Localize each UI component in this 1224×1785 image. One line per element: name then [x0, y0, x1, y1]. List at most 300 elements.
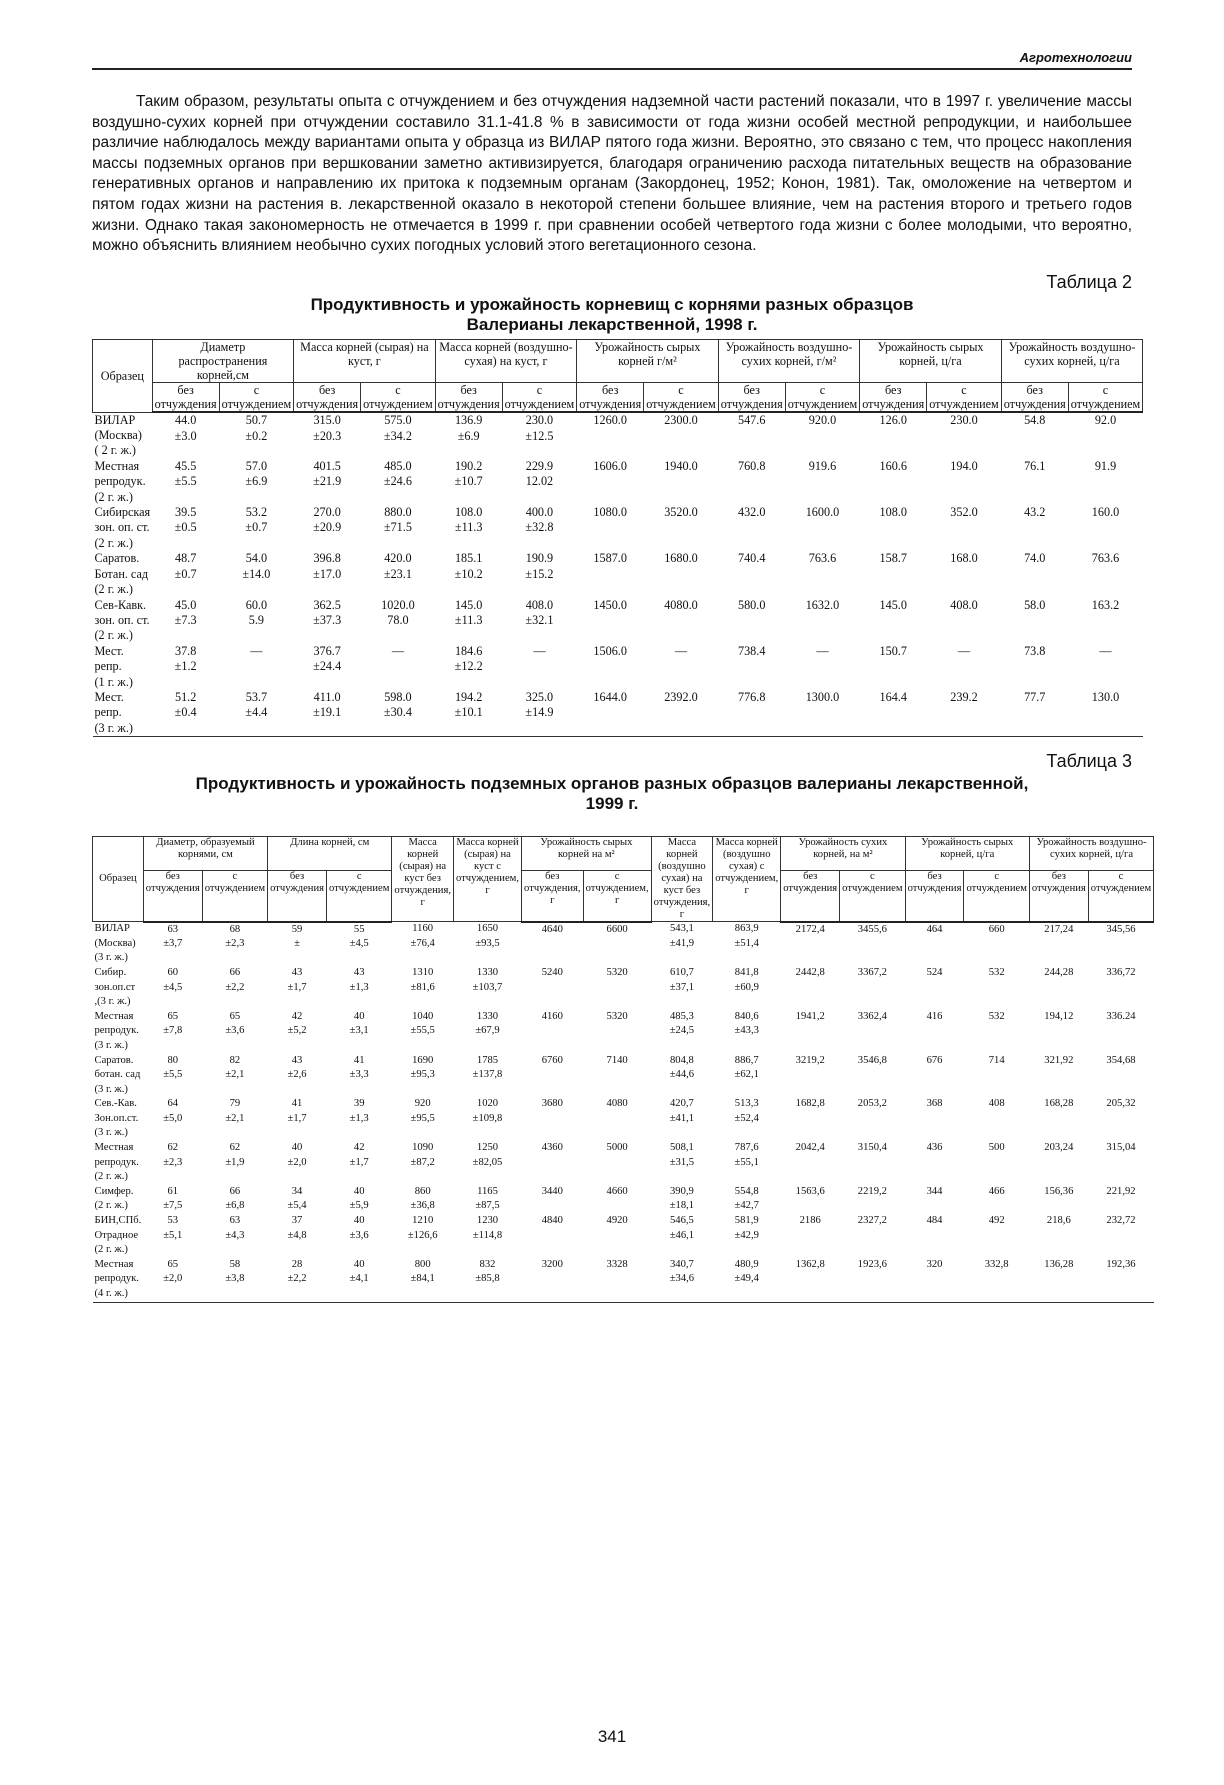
table2-group-header: Урожайность воздушно-сухих корней, ц/га: [1001, 340, 1143, 383]
value-cell: 547.6: [737, 413, 766, 428]
value-cell: 108.0: [879, 505, 907, 520]
table-row: [93, 459, 1143, 505]
value-cell: 787,6 ±55,1: [734, 1142, 759, 1168]
table3-group-header: Диаметр, образуемый корнями, см: [143, 837, 267, 871]
table3: [92, 836, 1154, 1302]
value-cell: 2442,8: [795, 966, 825, 978]
value-cell: 126.0: [879, 413, 907, 428]
table2-sub-without: без отчуждения: [294, 383, 361, 413]
value-cell: 40 ±4,1: [327, 1258, 392, 1302]
value-cell: 37.8 ±1.2: [174, 643, 197, 674]
intro-paragraph: Таким образом, результаты опыта с отчуждением и без отчуждения надземной части растений показали, что в 1997 г. увеличение массы воздушно-сухих корней при отчуждении составило 31.1-41.8 % в зависимости от года жизни особей местной репродукции, и наибольшее различие наблюдалось между вариантами опыта у образца из ВИЛАР пятого года жизни. Вероятно, это связано с тем, что процесс накопления массы подземных органов при вершковании заметно активизируется, благодаря ограничению расхода питательных веществ на образование генеративных органов и направлению их притока к подземным органам (Закордонец, 1952; Конон, 1981). Так, омоложение на четвертом и пятом годах жизни на растения в. лекарственной оказало в некоторой степени большее влияние, чем на растения второго и третьего годов жизни. Однако такая закономерность не отмечается в 1999 г. при сравнении особей четвертого года жизни с более молодыми, что вероятно, можно объяснить влиянием необычно сухих погодных условий этого вегетационного сезона.: [92, 93, 1132, 255]
value-cell: 480,9 ±49,4: [713, 1258, 781, 1302]
value-cell: 34 ±5,4: [287, 1185, 307, 1212]
value-cell: 164.4: [860, 690, 927, 737]
value-cell: 1650 ±93,5: [475, 923, 500, 949]
value-cell: 368: [926, 1098, 943, 1110]
value-cell: 40 ±2,0: [287, 1142, 307, 1168]
value-cell: 1260.0: [593, 413, 627, 428]
value-cell: 60 ±4,5: [163, 966, 183, 993]
value-cell: 1506.0: [593, 643, 627, 658]
value-cell: 2172,4: [795, 923, 825, 935]
value-cell: —: [674, 643, 688, 658]
value-cell: 5320: [606, 1010, 628, 1022]
value-cell: 320: [905, 1258, 964, 1302]
value-cell: 136,28: [1029, 1258, 1088, 1302]
value-cell: 217,24: [1044, 923, 1074, 935]
value-cell: 5240: [541, 966, 563, 978]
value-cell: 108.0 ±11.3: [454, 505, 483, 535]
sample-name-cell: ВИЛАР (Москва) (3 г. ж.): [94, 923, 136, 964]
value-cell: 804,8 ±44,6: [669, 1054, 695, 1081]
value-cell: 158.7: [879, 551, 907, 566]
value-cell: 58 ±3,8: [202, 1258, 267, 1302]
value-cell: 760.8: [737, 458, 766, 473]
value-cell: 4920: [606, 1215, 628, 1227]
value-cell: 1020 ±109,8: [472, 1098, 503, 1124]
sample-name-cell: Сев-Кавк. зон. оп. ст. (2 г. ж.): [94, 597, 150, 643]
sample-name-cell: Мест. репр. (3 г. ж.): [93, 690, 153, 737]
value-cell: 6600: [606, 923, 628, 935]
value-cell: 920.0: [808, 413, 837, 428]
value-cell: 203,24: [1044, 1142, 1074, 1154]
value-cell: 68 ±2,3: [225, 923, 245, 950]
value-cell: 336.24: [1106, 1010, 1136, 1022]
table3-group-header: Урожайность сухих корней, на м²: [781, 837, 905, 871]
value-cell: 53.2 ±0.7: [245, 505, 268, 535]
table-row: [93, 966, 1154, 1010]
value-cell: 1450.0: [593, 597, 627, 612]
value-cell: 218,6: [1046, 1215, 1071, 1227]
value-cell: 65 ±2,0: [143, 1258, 202, 1302]
value-cell: 543,1 ±41,9: [669, 923, 695, 949]
table2-sub-with: с отчуждением: [927, 383, 1002, 413]
value-cell: 54.0 ±14.0: [242, 551, 271, 581]
table-row: [93, 690, 1143, 737]
value-cell: 1680.0: [664, 551, 698, 566]
value-cell: 230.0 ±12.5: [525, 413, 554, 443]
table2-group-header: Урожайность воздушно-сухих корней, г/м²: [718, 340, 860, 383]
value-cell: 532: [988, 966, 1005, 978]
value-cell: 500: [988, 1142, 1005, 1154]
value-cell: 79 ±2,1: [225, 1098, 245, 1124]
value-cell: 436: [926, 1142, 943, 1154]
value-cell: 524: [926, 966, 943, 978]
value-cell: 841,8 ±60,9: [734, 966, 759, 993]
value-cell: 6760: [541, 1054, 563, 1066]
value-cell: 336,72: [1106, 966, 1136, 978]
value-cell: 43 ±2,6: [287, 1054, 307, 1081]
value-cell: 396.8 ±17.0: [313, 551, 342, 581]
table2-sub-with: с отчуждением: [361, 383, 436, 413]
value-cell: 73.8: [1024, 643, 1046, 658]
table2-caption-line1: Продуктивность и урожайность корневищ с корнями разных образцов: [310, 295, 914, 315]
sample-name-cell: Сибирская зон. оп. ст. (2 г. ж.): [94, 505, 151, 550]
value-cell: 65 ±7,8: [163, 1010, 183, 1037]
value-cell: 800 ±84,1: [392, 1258, 454, 1302]
sample-name-cell: ВИЛАР (Москва) ( 2 г. ж.): [94, 412, 142, 458]
value-cell: —: [250, 643, 263, 658]
table2-sub-with: с отчуждением: [1068, 383, 1143, 413]
value-cell: 232,72: [1106, 1215, 1136, 1227]
value-cell: 1785 ±137,8: [472, 1054, 503, 1081]
table2-caption-line2: Валерианы лекарственной, 1998 г.: [466, 315, 758, 335]
value-cell: 64 ±5,0: [163, 1098, 183, 1124]
value-cell: 62 ±2,3: [163, 1142, 183, 1168]
value-cell: 880.0 ±71.5: [383, 505, 412, 535]
sample-name-cell: Местная репродук. (3 г. ж.): [94, 1010, 139, 1051]
value-cell: 1165 ±87,5: [475, 1185, 500, 1212]
table-row: [93, 1141, 1154, 1185]
value-cell: 4160: [541, 1010, 563, 1022]
table2-sub-with: с отчуждением: [644, 383, 719, 413]
value-cell: 43 ±1,3: [349, 966, 369, 993]
value-cell: 3362,4: [857, 1010, 887, 1022]
value-cell: 660: [988, 923, 1005, 935]
value-cell: 1563,6: [795, 1185, 825, 1197]
table2-group-header: Диаметр распространения корней,см: [152, 340, 294, 383]
value-cell: 390,9 ±18,1: [669, 1185, 695, 1212]
value-cell: 432.0: [737, 505, 766, 520]
value-cell: 738.4: [737, 643, 766, 658]
value-cell: 1230 ±114,8: [472, 1215, 503, 1241]
table-row: [93, 1185, 1154, 1214]
value-cell: 840,6 ±43,3: [734, 1010, 759, 1037]
value-cell: 401.5 ±21.9: [313, 458, 342, 489]
value-cell: 91.9: [1094, 458, 1117, 473]
value-cell: 1040 ±55,5: [410, 1010, 435, 1037]
table3-caption-line2: 1999 г.: [585, 794, 639, 814]
table3-sub-with: с отчуждением: [1088, 871, 1153, 922]
value-cell: 575.0 ±34.2: [383, 413, 412, 443]
value-cell: 194.0: [950, 458, 978, 473]
value-cell: 1940.0: [664, 458, 698, 473]
value-cell: 2392.0: [644, 690, 719, 737]
table3-sub-with: с отчуждением: [964, 871, 1029, 922]
value-cell: 136.9 ±6.9: [454, 413, 483, 443]
table3-subheader-row: [93, 871, 1154, 922]
value-cell: 60.0 5.9: [245, 597, 268, 627]
value-cell: 39.5 ±0.5: [174, 505, 197, 535]
value-cell: 5320: [606, 966, 628, 978]
value-cell: 485,3 ±24,5: [669, 1010, 695, 1037]
value-cell: 354,68: [1106, 1054, 1136, 1066]
table3-sub-without: без отчуждения: [905, 871, 964, 922]
value-cell: 321,92: [1044, 1054, 1074, 1066]
value-cell: 863,9 ±51,4: [734, 923, 759, 949]
table3-sub-with: с отчуждением: [840, 871, 905, 922]
table-row: [93, 598, 1143, 644]
value-cell: —: [816, 643, 829, 658]
table-row: [93, 412, 1143, 459]
value-cell: 156,36: [1044, 1185, 1074, 1197]
sample-name-cell: Сев.-Кав. Зон.оп.ст. (3 г. ж.): [94, 1098, 139, 1139]
value-cell: 714: [988, 1054, 1005, 1066]
table3-caption-line1: Продуктивность и урожайность подземных органов разных образцов валерианы лекарственной,: [195, 774, 1029, 794]
value-cell: 43.2: [1024, 505, 1046, 520]
value-cell: 362.5 ±37.3: [313, 597, 342, 627]
sample-name-cell: БИН,СПб. Отрадное (2 г. ж.): [94, 1215, 142, 1256]
value-cell: 4840: [541, 1215, 563, 1227]
table-row: [93, 1010, 1154, 1054]
value-cell: 485.0 ±24.6: [383, 458, 412, 489]
value-cell: 400.0 ±32.8: [525, 505, 554, 535]
table2-sub-without: без отчуждения: [577, 383, 644, 413]
value-cell: 1310 ±81,6: [410, 966, 435, 993]
value-cell: 776.8: [718, 690, 785, 737]
value-cell: 1160 ±76,4: [410, 923, 435, 949]
value-cell: 61 ±7,5: [163, 1185, 183, 1212]
value-cell: 55 ±4,5: [349, 923, 369, 950]
value-cell: 763.6: [1091, 551, 1120, 566]
value-cell: 3200: [522, 1258, 584, 1302]
table3-group-header: Урожайность сырых корней на м²: [522, 837, 652, 871]
value-cell: 39 ±1,3: [349, 1098, 369, 1124]
value-cell: 492: [988, 1215, 1005, 1227]
value-cell: 40 ±5,9: [349, 1185, 369, 1212]
value-cell: 1632.0: [805, 597, 840, 612]
value-cell: 4080.0: [664, 597, 698, 612]
value-cell: 1606.0: [593, 458, 627, 473]
value-cell: 1090 ±87,2: [410, 1142, 435, 1168]
value-cell: 239.2: [927, 690, 1002, 737]
table2-sub-with: с отчуждением: [502, 383, 577, 413]
table-row: [93, 505, 1143, 551]
sample-name-cell: Местная репродук. (4 г. ж.): [93, 1258, 144, 1302]
value-cell: 185.1 ±10.2: [454, 551, 483, 581]
value-cell: 345,56: [1106, 923, 1136, 935]
value-cell: 244,28: [1044, 966, 1074, 978]
value-cell: 920 ±95,5: [410, 1098, 435, 1124]
value-cell: 43 ±1,7: [287, 966, 307, 993]
value-cell: 4080: [606, 1098, 628, 1110]
value-cell: 41 ±1,7: [287, 1098, 307, 1124]
value-cell: 44.0 ±3.0: [174, 413, 197, 443]
value-cell: 3546,8: [857, 1054, 887, 1066]
table2-sub-with: с отчуждением: [219, 383, 294, 413]
table-row: [93, 1054, 1154, 1098]
value-cell: 740.4: [737, 551, 766, 566]
value-cell: 66 ±2,2: [225, 966, 245, 993]
value-cell: 63 ±4,3: [225, 1215, 245, 1241]
table3-sub-without: без отчуждения: [268, 871, 327, 922]
value-cell: 1300.0: [785, 690, 860, 737]
table3-label: Таблица 3: [1046, 751, 1132, 772]
value-cell: 315.0 ±20.3: [313, 413, 342, 443]
value-cell: 3440: [541, 1185, 563, 1197]
value-cell: 42 ±1,7: [349, 1142, 369, 1168]
value-cell: 66 ±6,8: [225, 1185, 245, 1212]
value-cell: 532: [988, 1010, 1005, 1022]
value-cell: 58.0: [1024, 597, 1046, 612]
table3-group-header: Урожайность сырых корней, ц/га: [905, 837, 1029, 871]
table3-sub-without: без отчуждения: [143, 871, 202, 922]
table-row: [93, 551, 1143, 597]
value-cell: 190.9 ±15.2: [525, 551, 554, 581]
table2-sub-without: без отчуждения: [1001, 383, 1068, 413]
value-cell: 59 ±: [291, 923, 303, 950]
value-cell: 4640: [541, 923, 563, 935]
value-cell: 676: [926, 1054, 943, 1066]
value-cell: 76.1: [1024, 458, 1046, 473]
sample-name-cell: Саратов. Ботан. сад (2 г. ж.): [94, 551, 149, 597]
value-cell: 315,04: [1106, 1142, 1136, 1154]
value-cell: 3150,4: [857, 1142, 887, 1154]
value-cell: 340,7 ±34,6: [651, 1258, 713, 1302]
value-cell: 50.7 ±0.2: [245, 413, 268, 443]
value-cell: 1330 ±67,9: [475, 1010, 500, 1037]
value-cell: 416: [926, 1010, 943, 1022]
value-cell: 45.0 ±7.3: [174, 597, 197, 627]
table3-body: [93, 922, 1154, 1302]
value-cell: 581,9 ±42,9: [734, 1215, 759, 1241]
table2-sub-without: без отчуждения: [860, 383, 927, 413]
value-cell: 40 ±3,6: [349, 1215, 369, 1241]
value-cell: 42 ±5,2: [287, 1010, 307, 1037]
value-cell: 3367,2: [857, 966, 887, 978]
value-cell: 2300.0: [664, 413, 698, 428]
sample-name-cell: Местная репродук. (2 г. ж.): [94, 1142, 139, 1183]
value-cell: 65 ±3,6: [225, 1010, 245, 1037]
value-cell: 352.0: [950, 505, 978, 520]
table3-sub-without: без отчуждения: [781, 871, 840, 922]
table2-body: [93, 412, 1143, 737]
table-row: [93, 1258, 1154, 1302]
table2-group-header: Масса корней (воздушно-сухая) на куст, г: [435, 340, 577, 383]
table3-wrapper: [92, 836, 1152, 1302]
value-cell: 832 ±85,8: [453, 1258, 521, 1302]
value-cell: 62 ±1,9: [225, 1142, 245, 1168]
sample-name-cell: Саратов. ботан. сад (3 г. ж.): [94, 1054, 141, 1095]
value-cell: 160.6: [879, 458, 907, 473]
value-cell: 763.6: [808, 551, 837, 566]
value-cell: 408.0: [950, 597, 978, 612]
value-cell: 145.0: [879, 597, 907, 612]
table3-group-header: Урожайность воздушно-сухих корней, ц/га: [1029, 837, 1153, 871]
table3-header-row: [93, 837, 1154, 871]
value-cell: 1210 ±126,6: [407, 1215, 438, 1241]
value-cell: 344: [926, 1185, 943, 1197]
value-cell: 77.7: [1001, 690, 1068, 737]
value-cell: 51.2 ±0.4: [152, 690, 219, 737]
value-cell: —: [957, 643, 971, 658]
value-cell: 4660: [606, 1185, 628, 1197]
value-cell: 1080.0: [593, 505, 627, 520]
value-cell: 45.5 ±5.5: [174, 458, 197, 489]
table2-sub-without: без отчуждения: [435, 383, 502, 413]
value-cell: 464: [926, 923, 943, 935]
table3-group-header: Длина корней, см: [268, 837, 392, 871]
value-cell: 3328: [583, 1258, 651, 1302]
value-cell: 1250 ±82,05: [472, 1142, 503, 1168]
value-cell: 160.0: [1091, 505, 1120, 520]
table3-group-header: Масса корней (воздушно сухая) на куст без отчуждения, г: [651, 837, 713, 922]
value-cell: 610,7 ±37,1: [669, 966, 695, 993]
table2-group-header: Масса корней (сырая) на куст, г: [294, 340, 436, 383]
section-header: Агротехнологии: [92, 50, 1132, 70]
value-cell: 411.0 ±19.1: [294, 690, 361, 737]
value-cell: 184.6 ±12.2: [454, 643, 483, 674]
value-cell: 466: [988, 1185, 1005, 1197]
table2-sub-with: с отчуждением: [785, 383, 860, 413]
table2-caption: [92, 295, 1132, 335]
table2-sub-without: без отчуждения: [152, 383, 219, 413]
value-cell: 205,32: [1106, 1098, 1136, 1110]
value-cell: 2219,2: [857, 1185, 887, 1197]
table3-sub-with: с отчуждением: [327, 871, 392, 922]
value-cell: 163.2: [1091, 597, 1120, 612]
value-cell: 192,36: [1088, 1258, 1153, 1302]
value-cell: 3680: [541, 1098, 563, 1110]
table2-group-header: Урожайность сырых корней г/м²: [577, 340, 719, 383]
sample-name-cell: Мест. репр. (1 г. ж.): [94, 643, 133, 689]
table3-group-header: Масса корней (сырая) на куст без отчуждения, г: [392, 837, 454, 922]
value-cell: 168.0: [950, 551, 978, 566]
value-cell: 5000: [606, 1142, 628, 1154]
value-cell: 92.0: [1094, 413, 1117, 428]
value-cell: 2042,4: [795, 1142, 825, 1154]
value-cell: 2186: [799, 1215, 821, 1227]
table3-sub-without: без отчуждения: [1029, 871, 1088, 922]
value-cell: 130.0: [1068, 690, 1143, 737]
value-cell: 408.0 ±32.1: [525, 597, 554, 627]
table-row: [93, 1097, 1154, 1141]
value-cell: 190.2 ±10.7: [454, 458, 483, 489]
value-cell: 1690 ±95,3: [410, 1054, 435, 1081]
value-cell: 270.0 ±20.9: [313, 505, 342, 535]
value-cell: 420,7 ±41,1: [669, 1098, 695, 1124]
table3-col-sample: Образец: [93, 837, 144, 922]
table2-header-row: [93, 340, 1143, 383]
value-cell: 919.6: [808, 458, 837, 473]
value-cell: 2053,2: [857, 1098, 887, 1110]
value-cell: —: [1099, 643, 1112, 658]
value-cell: 82 ±2,1: [225, 1054, 245, 1081]
table2: [92, 339, 1143, 737]
value-cell: 546,5 ±46,1: [669, 1215, 695, 1241]
value-cell: 194.2 ±10.1: [435, 690, 502, 737]
table-row: [93, 644, 1143, 690]
value-cell: 886,7 ±62,1: [734, 1054, 759, 1081]
value-cell: 1682,8: [795, 1098, 825, 1110]
value-cell: 28 ±2,2: [268, 1258, 327, 1302]
sample-name-cell: Местная репродук. (2 г. ж.): [94, 458, 146, 504]
table2-sub-without: без отчуждения: [718, 383, 785, 413]
value-cell: —: [533, 643, 546, 658]
value-cell: 1362,8: [781, 1258, 840, 1302]
table3-caption: [92, 774, 1132, 814]
value-cell: 1923,6: [840, 1258, 905, 1302]
value-cell: 860 ±36,8: [410, 1185, 435, 1212]
table2-col-sample: Образец: [93, 340, 153, 413]
value-cell: 221,92: [1106, 1185, 1136, 1197]
value-cell: 7140: [606, 1054, 628, 1066]
value-cell: 4360: [541, 1142, 563, 1154]
value-cell: 484: [926, 1215, 943, 1227]
value-cell: 194,12: [1044, 1010, 1074, 1022]
value-cell: 332,8: [964, 1258, 1029, 1302]
value-cell: 1644.0: [577, 690, 644, 737]
table2-group-header: Урожайность сырых корней, ц/га: [860, 340, 1002, 383]
value-cell: 3219,2: [795, 1054, 825, 1066]
value-cell: 37 ±4,8: [287, 1215, 307, 1241]
value-cell: 3520.0: [664, 505, 698, 520]
table3-sub-with: с отчуждением: [202, 871, 267, 922]
table3-group-header: Масса корней (воздушно сухая) с отчуждением, г: [713, 837, 781, 922]
value-cell: 53 ±5,1: [163, 1215, 183, 1241]
value-cell: 80 ±5,5: [163, 1054, 183, 1081]
table3-sub-with: с отчуждением, г: [583, 871, 651, 922]
